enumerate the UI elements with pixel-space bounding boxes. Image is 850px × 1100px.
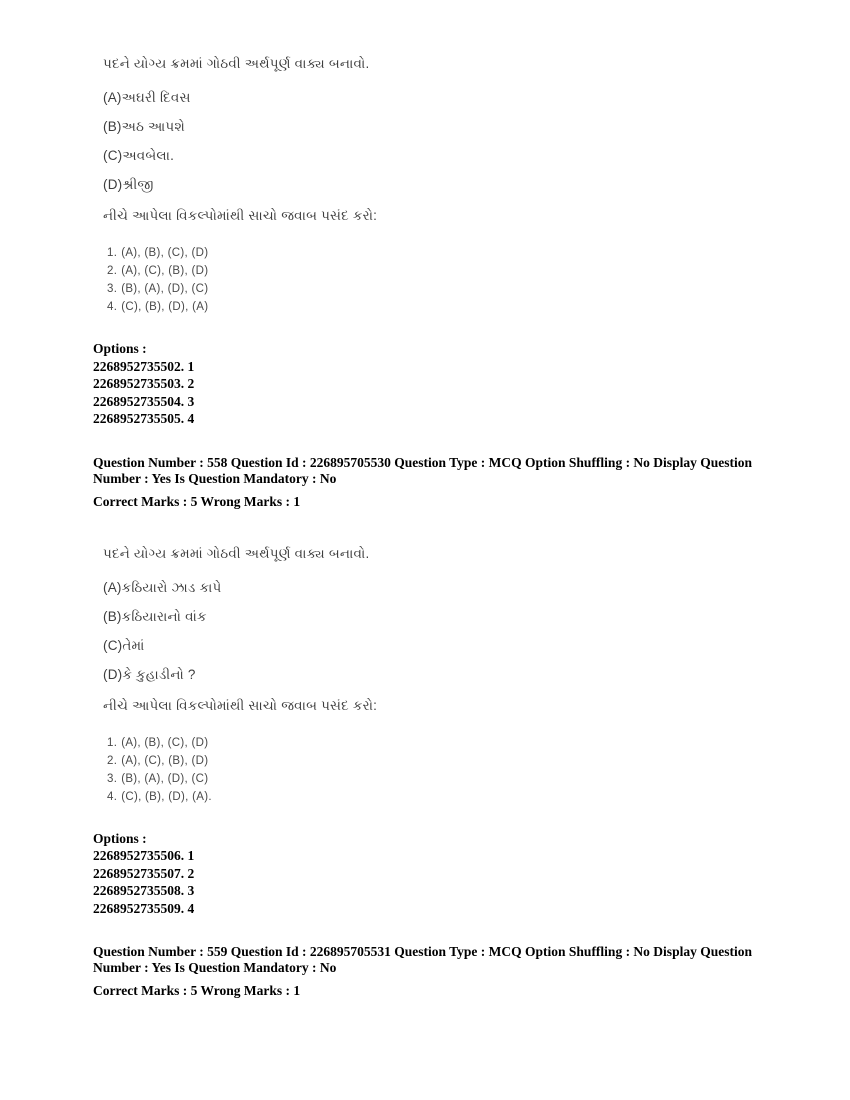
combo-item [107, 244, 780, 262]
option-id-line: 2268952735502. 1 [93, 358, 195, 374]
option-id-line: 2268952735506. 1 [93, 848, 195, 863]
option-id-line: 2268952735505. 4 [93, 411, 195, 426]
question-part-a: (A)અઘરી દિવસ [103, 90, 191, 105]
options-label: Options : [93, 341, 147, 356]
answer-instruction: નીચે આપેલા વિકલ્પોમાંથી સાચો જવાબ પસંદ કરો: [103, 697, 378, 713]
question-part-d: (D)કે કુહાડીનો ? [103, 666, 196, 682]
combo-item [107, 788, 780, 806]
question-meta-558 [93, 455, 780, 510]
combo-item [107, 734, 780, 752]
option-id-line: 2268952735504. 3 [93, 393, 195, 409]
option-id-line: 2268952735508. 3 [93, 883, 195, 898]
correct-marks-line: Correct Marks : 5 Wrong Marks : 1 [93, 983, 301, 998]
combo-text: (B), (A), (D), (C) [121, 283, 209, 295]
combo-list [107, 734, 780, 806]
combo-number: 3. [107, 772, 118, 785]
question-intro: પદને યોગ્ય ક્રમમાં ગોઠવી અર્થપૂર્ણ વાક્ય બનાવો. [103, 545, 370, 561]
combo-item [107, 298, 780, 316]
combo-text: (A), (B), (C), (D) [121, 736, 209, 749]
options-block [93, 830, 780, 918]
option-id-line: 2268952735507. 2 [93, 865, 195, 881]
combo-number: 4. [107, 790, 118, 803]
question-meta-line: Question Number : 558 Question Id : 226895705530 Question Type : MCQ Option Shuffling : No Display Question Number : Yes Is Question Mandatory : No [93, 454, 752, 486]
combo-number: 2. [107, 265, 118, 277]
combo-item [107, 752, 780, 770]
options-block [93, 340, 780, 428]
option-id-line: 2268952735509. 4 [93, 900, 195, 916]
question-part-d: (D)શ્રીજી [103, 177, 154, 192]
question-part-b: (B)અઠ આપશે [103, 119, 185, 134]
combo-number: 1. [107, 736, 118, 749]
combo-item [107, 262, 780, 280]
question-meta-559 [93, 944, 780, 999]
combo-list [107, 244, 780, 316]
combo-number: 1. [107, 247, 118, 259]
option-id-line: 2268952735503. 2 [93, 376, 195, 391]
combo-number: 2. [107, 754, 118, 767]
question-meta-line: Question Number : 559 Question Id : 226895705531 Question Type : MCQ Option Shuffling : No Display Question Number : Yes Is Question Mandatory : No [93, 944, 752, 975]
combo-text: (C), (B), (D), (A). [121, 790, 212, 803]
combo-text: (A), (C), (B), (D) [121, 265, 209, 277]
question-part-c: (C)અવબેલા. [103, 148, 175, 163]
combo-item [107, 280, 780, 298]
answer-instruction: નીચે આપેલા વિકલ્પોમાંથી સાચો જવાબ પસંદ કરો: [103, 208, 378, 223]
question-part-c: (C)તેમાં [103, 637, 145, 653]
question-block-557 [93, 56, 780, 428]
options-label: Options : [93, 830, 147, 846]
combo-number: 4. [107, 301, 118, 313]
question-block-558 [93, 546, 780, 918]
question-part-b: (B)કઠિયારાનો વાંક [103, 608, 207, 624]
combo-text: (B), (A), (D), (C) [121, 772, 209, 785]
question-part-a: (A)કઠિયારો ઝાડ કાપે [103, 579, 222, 595]
combo-text: (C), (B), (D), (A) [121, 301, 209, 313]
correct-marks-line: Correct Marks : 5 Wrong Marks : 1 [93, 493, 301, 509]
combo-number: 3. [107, 283, 118, 295]
combo-text: (A), (B), (C), (D) [121, 247, 209, 259]
combo-text: (A), (C), (B), (D) [121, 754, 209, 767]
combo-item [107, 770, 780, 788]
question-intro: પદને યોગ્ય ક્રમમાં ગોઠવી અર્થપૂર્ણ વાક્ય બનાવો. [103, 56, 370, 71]
